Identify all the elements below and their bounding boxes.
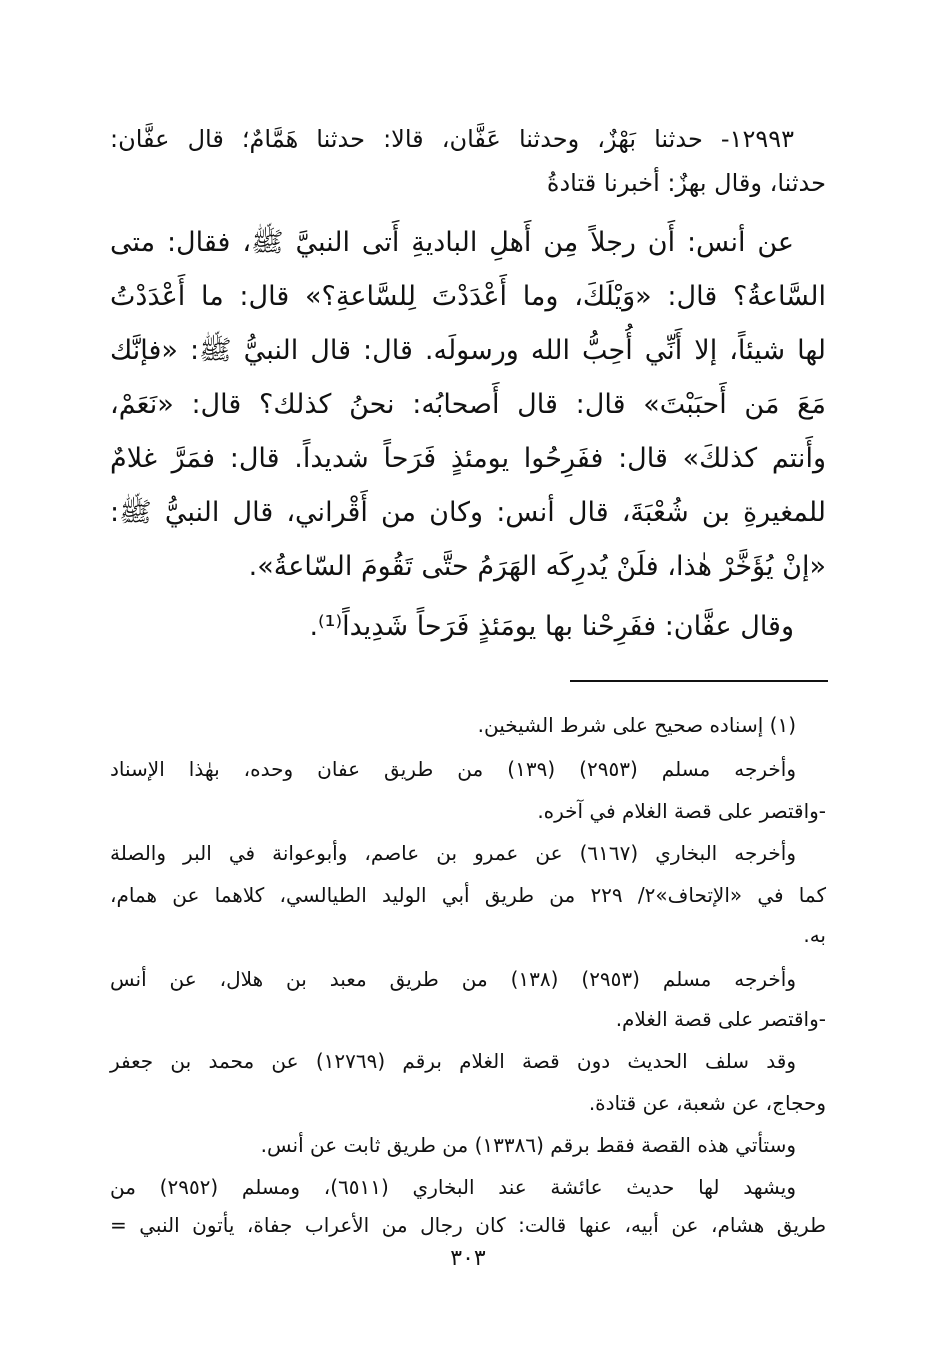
footnote-line: وأخرجه البخاري (٦١٦٧) عن عمرو بن عاصم، وأبوعوانة في البر والصلة — [110, 841, 797, 865]
hadith-text-line: لها شيئاً، إلا أَنِّي أُحِبُّ الله ورسولَه. قال: قال النبيُّ ﷺ: «فإنَّك — [110, 335, 826, 366]
hadith-heading-line-1: ١٢٩٩٣- حدثنا بَهْزٌ، وحدثنا عَفَّان، قالا: حدثنا هَمَّامٌ؛ قال عفَّان: — [110, 125, 794, 153]
hadith-text-line: عن أنس: أَن رجلاً مِن أَهلِ الباديةِ أَتى النبيَّ ﷺ، فقال: متى — [110, 227, 794, 258]
footnote-line: به. — [803, 923, 826, 947]
hadith-text-line: وأَنتم كذلكَ» قال: ففَرِحُوا يومئذٍ فَرَحاً شديداً. قال: فمَرَّ غلامٌ — [110, 443, 826, 474]
footnote-line: كما في «الإتحاف»٢/ ٢٢٩ من طريق أبي الوليد الطيالسي، كلاهما عن همام، — [110, 883, 826, 907]
footnote-line: -واقتصر على قصة الغلام في آخره. — [537, 799, 826, 823]
footnote-line: وحجاج، عن شعبة، عن قتادة. — [588, 1091, 826, 1115]
footnote-line: وستأتي هذه القصة فقط برقم (١٣٣٨٦) من طريق ثابت عن أنس. — [260, 1133, 796, 1157]
footnote-line: وأخرجه مسلم (٢٩٥٣) (١٣٨) من طريق معبد بن هلال، عن أنس — [110, 967, 797, 991]
footnote-line: (١) إسناده صحيح على شرط الشيخين. — [477, 713, 796, 737]
hadith-text-line: السَّاعةُ؟ قال: «وَيْلَكَ، وما أَعْدَدْتَ لِلسَّاعةِ؟» قال: ما أَعْدَدْتُ — [110, 281, 826, 312]
hadith-text-line: «إنْ يُؤَخَّرْ هٰذا، فلَنْ يُدرِكَه الهَرَمُ حتَّى تَقُومَ السّاعةُ». — [248, 551, 826, 582]
page-number: ٣٠٣ — [450, 1246, 486, 1271]
hadith-text-line: مَعَ مَن أَحبَبْتَ» قال: قال أَصحابُه: نحنُ كذلك؟ قال: «نَعَمْ، — [110, 389, 826, 420]
hadith-heading-line-2: حدثنا، وقال بهزٌ: أخبرنا قتادةُ — [546, 169, 826, 197]
hadith-text-line: للمغيرةِ بن شُعْبَةَ، قال أنس: وكان من أَقْراني، قال النبيُّ ﷺ: — [110, 497, 826, 528]
footnote-line: وقد سلف الحديث دون قصة الغلام برقم (١٢٧٦٩) عن محمد بن جعفر — [110, 1049, 796, 1073]
footnote-line: ويشهد لها حديث عائشة عند البخاري (٦٥١١)، ومسلم (٢٩٥٢) من — [110, 1175, 796, 1199]
footnote-line: -واقتصر على قصة الغلام. — [615, 1007, 826, 1031]
footnote-line: وأخرجه مسلم (٢٩٥٣) (١٣٩) من طريق عفان وحده، بهٰذا الإسناد — [110, 757, 797, 781]
footnote-line: طريق هشام، عن أبيه، عنها قالت: كان رجال من الأعراب جفاة، يأتون النبي = — [110, 1213, 826, 1237]
footnote-separator — [570, 680, 828, 682]
hadith-text-line: وقال عفَّان: ففَرِحْنا بها يومَئذٍ فَرَحاً شَدِيداً⁽¹⁾. — [309, 611, 794, 642]
